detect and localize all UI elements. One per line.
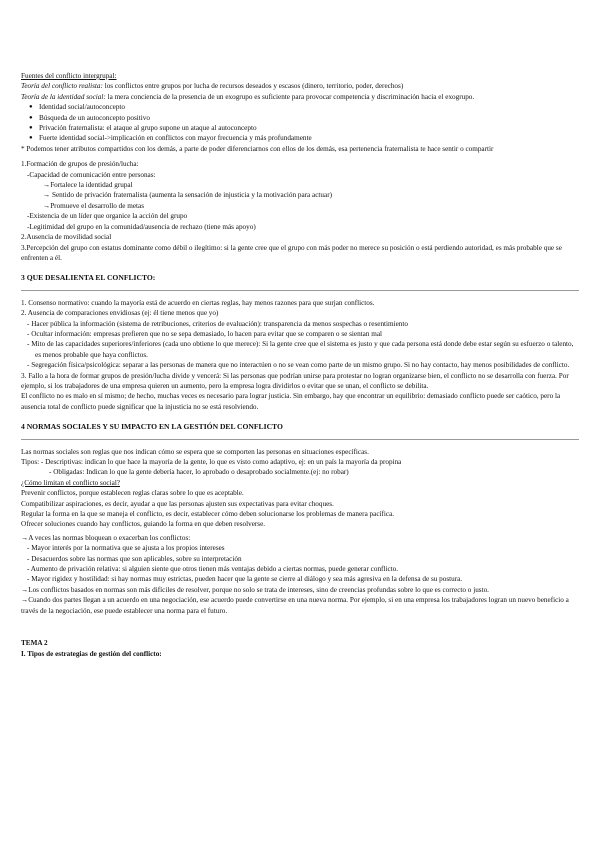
text-line: Ofrecer soluciones cuando hay conflictos, guiando la forma en que deben resolverse. (21, 520, 266, 529)
text-paragraph: 3. Fallo a la hora de formar grupos de presión/lucha divide y vencerá: Si las personas que podrían unirse para protestar no logran organizarse bien, el conflicto no se desarrolla con fuerza. Por ejemplo, si los trabajadores de una empresa quieren un aumento, pero la empresa logra dividirlos o evitar que se unan, el conflicto se debilita. (21, 371, 569, 390)
text-line: Prevenir conflictos, porque establecen reglas claras sobre lo que es aceptable. (21, 489, 244, 498)
text-line: 1. Consenso normativo: cuando la mayoría está de acuerdo en ciertas reglas, hay menos razones para que surjan conflictos. (21, 298, 375, 307)
tema-title: TEMA 2 (21, 639, 48, 648)
section-heading-3: 3 QUE DESALIENTA EL CONFLICTO: (21, 273, 156, 283)
list-item: - Mito de las capacidades superiores/inferiores (cada uno obtiene lo que merece): Si la gente cree que el sistema es justo y que cada persona está donde debe estar según su esfuerzo o talento, es menos probable que haya conflictos. (27, 340, 574, 359)
text-line: Las normas sociales son reglas que nos indican cómo se espera que se comporten las personas en situaciones específicas. (21, 447, 369, 456)
text-line: →Promueve el desarrollo de metas (43, 201, 144, 210)
text-realista: los conflictos entre grupos por lucha de recursos deseados y escasos (dinero, territorio, poder, derechos) (102, 82, 404, 91)
list-item: - Mayor rigidez y hostilidad: si hay normas muy estrictas, pueden hacer que la gente se cierre al diálogo y sea más agresiva en la defensa de su postura. (27, 575, 463, 584)
text-line: - Obligadas: Indican lo que la gente debería hacer, lo aprobado o desaprobado socialmente.(ej: no robar) (49, 468, 349, 477)
text-line: →A veces las normas bloquean o exacerban los conflictos: (21, 533, 191, 542)
list-item: - Desacuerdos sobre las normas que son aplicables, sobre su interpretación (27, 554, 242, 563)
text-line: -Capacidad de comunicación entre personas: (27, 170, 156, 179)
text-line: 2.Ausencia de movilidad social (21, 233, 112, 242)
text-line: -Legitimidad del grupo en la comunidad/ausencia de rechazo (tiene más apoyo) (27, 222, 256, 231)
term-identidad: Teoría de la identidad social: (21, 92, 106, 101)
text-paragraph: 3.Percepción del grupo con estatus dominante como débil o ilegítimo: si la gente cree que el grupo con más poder no merece su posición o está perdiendo autoridad, es más probable que se enfrenten a él. (21, 243, 562, 262)
text-line: 1.Formación de grupos de presión/lucha: (21, 160, 139, 169)
list-item: ● Identidad social/autoconcepto (29, 102, 579, 112)
text-line: Tipos: - Descriptivas: indican lo que hace la mayoría de la gente, lo que es visto como adaptivo, ej: en un país la mayoría da propina (21, 458, 402, 466)
text-line: → Sentido de privación fraternalista (aumenta la sensación de injusticia y la motivación para actuar) (43, 191, 332, 200)
text-paragraph: →Cuando dos partes llegan a un acuerdo en una negociación, ese acuerdo puede convertirse en una nueva norma. Por ejemplo, si en una empresa los trabajadores logran un nuevo beneficio a través de la negociación, ese puede establecer una norma para el futuro. (21, 596, 569, 615)
text-line: Regular la forma en la que se maneja el conflicto, es decir, establecer cómo deben solucionarse los problemas de manera pacífica. (21, 510, 395, 519)
note-paragraph: * Podemos tener atributos compartidos con los demás, a parte de poder diferenciarnos con ellos de los demás, esa pertenencia fraternalista te hace sentir o compartir (21, 144, 494, 153)
text-identidad: la mera conciencia de la presencia de un exogrupo es suficiente para provocar competencia y discriminación hacia el exogrupo. (105, 92, 475, 101)
document-page (21, 71, 579, 659)
divider (21, 290, 579, 291)
list-item: - Aumento de privación relativa: si alguien siente que otros tienen más ventajas debido a ciertas normas, puede generar conflicto. (27, 565, 399, 574)
paragraph-identidad (21, 92, 579, 102)
paragraph-realista (21, 81, 579, 91)
list-item: - Ocultar información: empresas prefieren que no se sepa demasiado, lo hacen para evitar que se comparen o se sientan mal (27, 329, 383, 338)
text-line: 2. Ausencia de comparaciones envidiosas (ej: él tiene menos que yo) (21, 309, 219, 318)
list-item: - Hacer pública la información (sistema de retribuciones, criterios de evaluación): transparencia da menos sospechas o resentimiento (27, 319, 408, 328)
text-line: →Fortalece la identidad grupal (43, 181, 133, 190)
text-paragraph: El conflicto no es malo en sí mismo; de hecho, muchas veces es necesario para lograr justicia. Sin embargo, hay que encontrar un equilibrio: demasiado conflicto puede ser caótico, pero la ausencia total de conflicto puede significar que la injusticia no se está resolviendo. (21, 392, 561, 411)
sub-list (21, 319, 579, 371)
tema-subtitle: I. Tipos de estrategias de gestión del conflicto: (21, 649, 162, 658)
question-heading: ¿Cómo limitan el conflicto social? (21, 478, 121, 487)
divider (21, 439, 579, 440)
text-line: -Existencia de un líder que organice la acción del grupo (27, 212, 188, 221)
text-line: Compatibilizar aspiraciones, es decir, ayudar a que las personas ajusten sus expectativas para evitar choques. (21, 499, 334, 508)
list-item: ● Fuerte identidad social->implicación en conflictos con mayor frecuencia y más profundamente (29, 133, 579, 143)
list-item: ● Privación fraternalista: el ataque al grupo supone un ataque al autoconcepto (29, 123, 579, 133)
list-item: - Mayor interés por la normativa que se ajusta a los propios intereses (27, 544, 225, 553)
section-title-fuentes: Fuentes del conflicto intergrupal: (21, 72, 117, 80)
list-item: - Segregación física/psicológica: separar a las personas de manera que no interactúen o no se vean como parte de un mismo grupo. Si no hay contacto, hay menos posibilidades de conflicto. (27, 361, 570, 370)
sub-list (21, 543, 579, 585)
text-paragraph: →Los conflictos basados en normas son más difíciles de resolver, porque no solo se trata de intereses, sino de creencias profundas sobre lo que es correcto o justo. (21, 585, 489, 594)
term-realista: Teoría del conflicto realista: (21, 82, 103, 91)
list-item: ● Búsqueda de un autoconcepto positivo (29, 113, 579, 123)
section-heading-4: 4 NORMAS SOCIALES Y SU IMPACTO EN LA GESTIÓN DEL CONFLICTO (21, 422, 283, 432)
bullet-list (21, 102, 579, 144)
